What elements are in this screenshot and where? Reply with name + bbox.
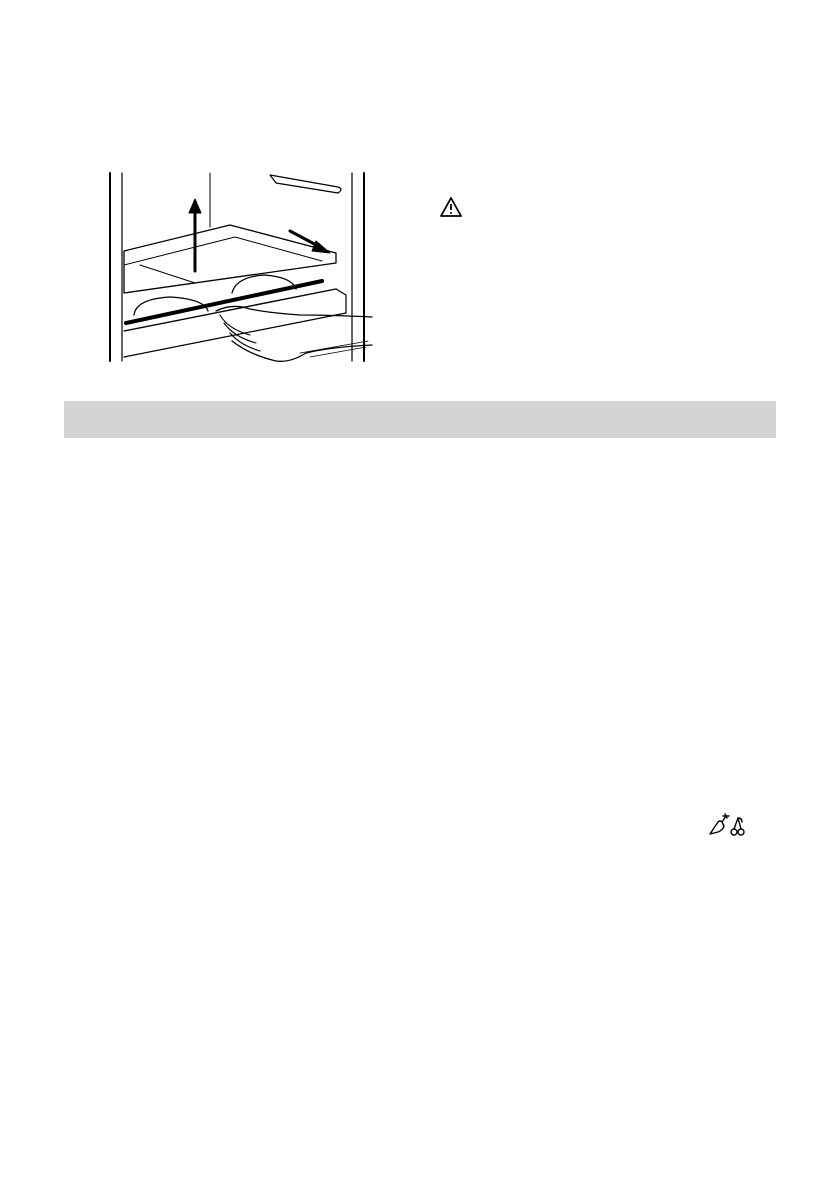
shelf-removal-illustration (100, 165, 380, 365)
recycling-environment-icon (708, 810, 748, 838)
shelf-removal-drawing (100, 165, 380, 365)
warning-triangle-icon (439, 196, 463, 218)
section-heading-bar (64, 401, 776, 438)
